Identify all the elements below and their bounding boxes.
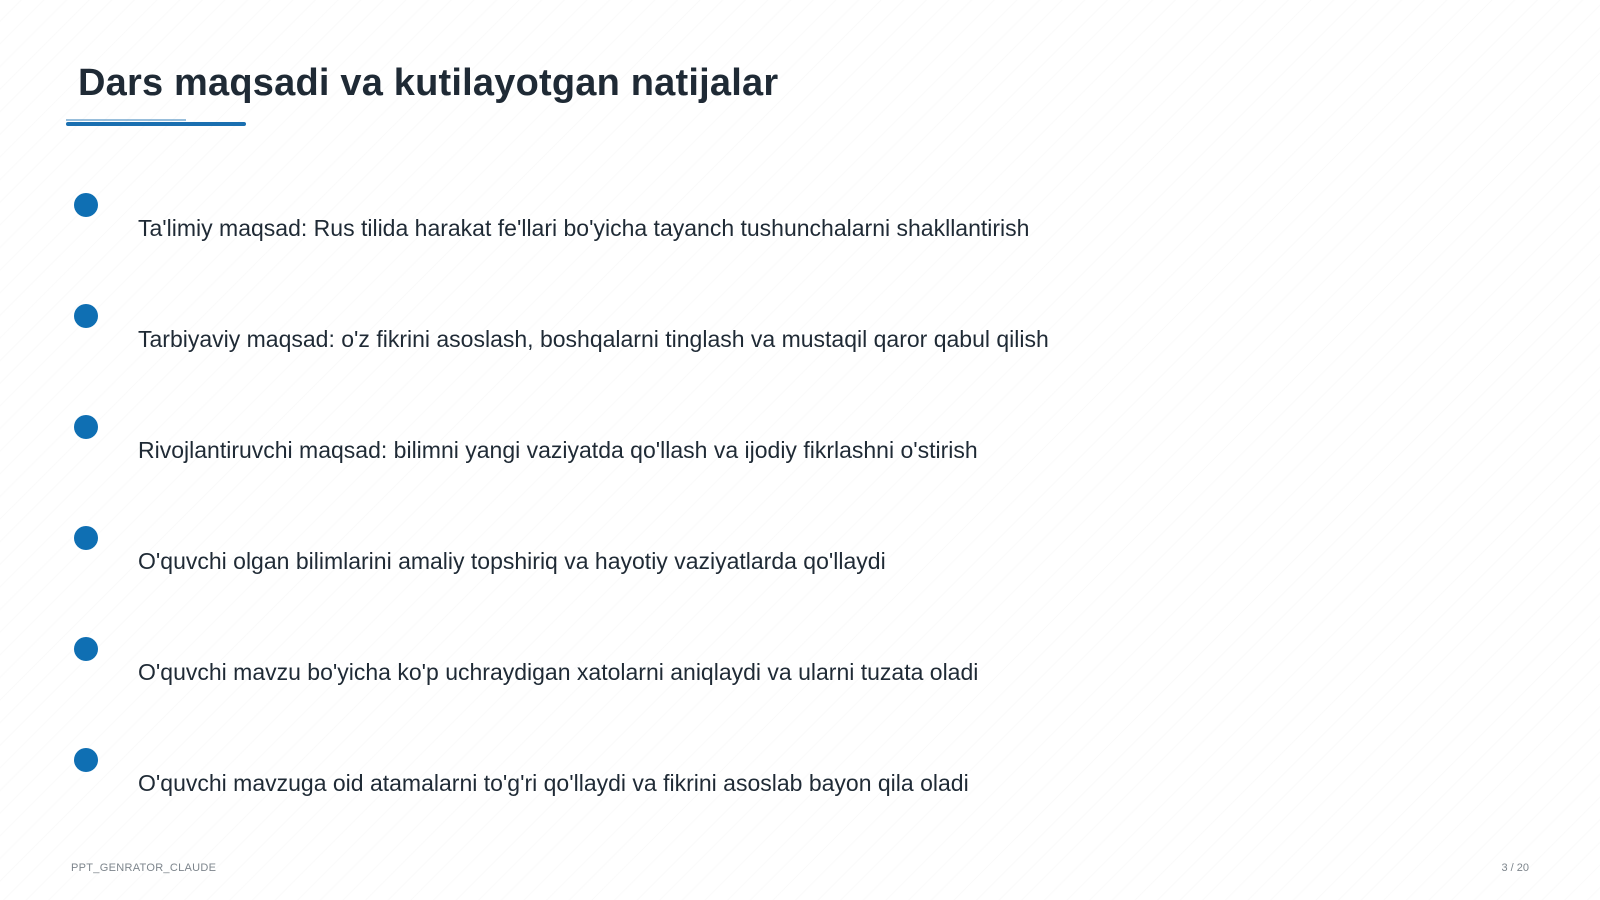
slide-title: Dars maqsadi va kutilayotgan natijalar (78, 62, 779, 104)
bullet-dot-icon (74, 193, 98, 217)
bullet-text: O'quvchi mavzu bo'yicha ko'p uchraydigan xatolarni aniqlaydi va ularni tuzata oladi (138, 659, 979, 685)
bullet-dot-icon (74, 637, 98, 661)
bullet-text: Ta'limiy maqsad: Rus tilida harakat fe'llari bo'yicha tayanch tushunchalarni shakllantirish (138, 215, 1030, 241)
bullet-dot-icon (74, 748, 98, 772)
bullet-text: Rivojlantiruvchi maqsad: bilimni yangi vaziyatda qo'llash va ijodiy fikrlashni o'stirish (138, 437, 978, 463)
bullet-item (0, 193, 1600, 273)
bullet-item (0, 637, 1600, 717)
bullet-item (0, 748, 1600, 828)
bullet-text: Tarbiyaviy maqsad: o'z fikrini asoslash, boshqalarni tinglash va mustaqil qaror qabul qilish (138, 326, 1049, 352)
bullet-item (0, 415, 1600, 495)
bullet-dot-icon (74, 526, 98, 550)
bullet-dot-icon (74, 304, 98, 328)
bullet-text: O'quvchi mavzuga oid atamalarni to'g'ri qo'llaydi va fikrini asoslab bayon qila oladi (138, 770, 969, 796)
bullet-dot-icon (74, 415, 98, 439)
bullet-text: O'quvchi olgan bilimlarini amaliy topshiriq va hayotiy vaziyatlarda qo'llaydi (138, 548, 886, 574)
bullet-item (0, 526, 1600, 606)
bullet-item (0, 304, 1600, 384)
page-number: 3 / 20 (1501, 862, 1529, 874)
footer-brand: PPT_GENRATOR_CLAUDE (71, 862, 217, 874)
